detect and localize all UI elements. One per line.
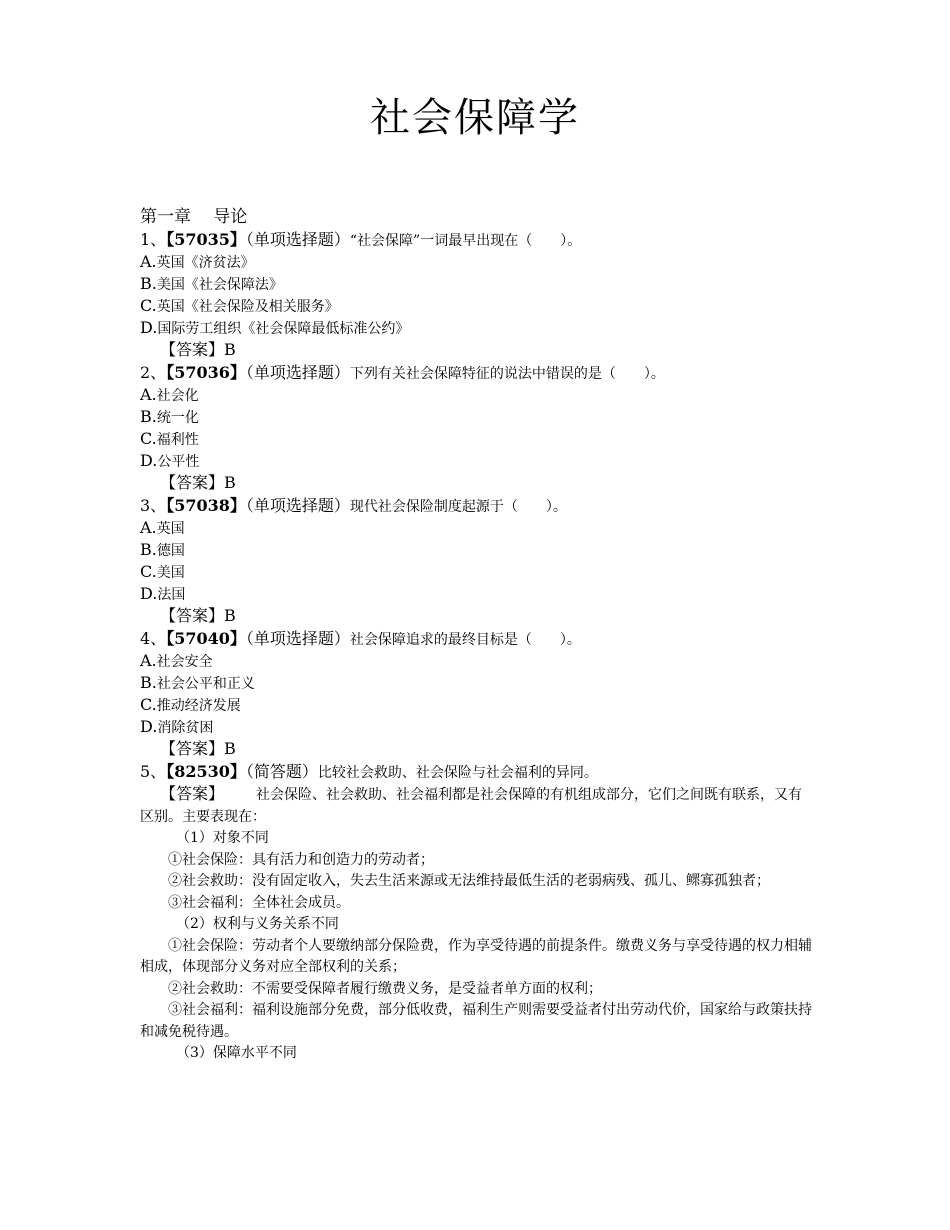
question-line <box>140 628 812 650</box>
option-text: 统一化 <box>156 410 199 426</box>
option-text: 英国《济贫法》 <box>156 255 255 271</box>
option-item <box>140 273 812 295</box>
question-text: 社会保障追求的最终目标是（ ）。 <box>349 632 581 648</box>
option-letter: A. <box>140 651 157 670</box>
answer-section-item: ①社会保险：劳动者个人要缴纳部分保险费，作为享受待遇的前提条件。缴费义务与享受待遇的权力相辅相成，体现部分义务对应全部权利的关系； <box>140 937 812 975</box>
question-type: （单项选择题） <box>245 230 350 249</box>
question-number: 1、 <box>140 230 167 249</box>
option-item <box>140 561 812 583</box>
question-number: 2、 <box>140 363 167 382</box>
answer-section-item: ③社会福利：全体社会成员。 <box>168 894 350 911</box>
option-item <box>140 650 812 672</box>
answer-section-item: ①社会保险：具有活力和创造力的劳动者； <box>168 851 434 868</box>
answer-section-heading: （1）对象不同 <box>176 830 269 846</box>
option-letter: D. <box>140 584 158 603</box>
question-id: 【57035】 <box>166 230 246 249</box>
question-number: 3、 <box>140 496 167 515</box>
option-item <box>140 672 812 694</box>
option-text: 国际劳工组织《社会保障最低标准公约》 <box>157 321 410 337</box>
question-text: 比较社会救助、社会保险与社会福利的异同。 <box>317 765 598 781</box>
option-item <box>140 694 812 716</box>
option-item <box>140 251 812 273</box>
answer-line: 【答案】B <box>160 340 236 359</box>
question-list <box>140 229 812 761</box>
answer-section-heading: （3）保障水平不同 <box>176 1045 297 1061</box>
question-line <box>140 495 812 517</box>
option-text: 英国 <box>156 521 185 537</box>
question-type: （单项选择题） <box>245 363 350 382</box>
answer-section-item: ③社会福利：福利设施部分免费，部分低收费，福利生产则需要受益者付出劳动代价，国家给与政策扶持和减免税待遇。 <box>140 1002 812 1040</box>
option-letter: C. <box>140 429 157 448</box>
answer-line: 【答案】B <box>160 739 236 758</box>
option-item <box>140 517 812 539</box>
option-letter: A. <box>140 385 157 404</box>
option-item <box>140 539 812 561</box>
option-item <box>140 428 812 450</box>
option-text: 推动经济发展 <box>156 698 241 714</box>
option-letter: B. <box>140 540 157 559</box>
question-type: （单项选择题） <box>245 496 350 515</box>
option-letter: B. <box>140 673 157 692</box>
answer-label: 【答案】 <box>160 784 225 803</box>
question-text: 现代社会保险制度起源于（ ）。 <box>349 499 567 515</box>
answer-line: 【答案】B <box>160 606 236 625</box>
option-letter: A. <box>140 252 157 271</box>
option-letter: C. <box>140 296 157 315</box>
question-number: 4、 <box>140 629 167 648</box>
option-text: 社会安全 <box>156 654 213 670</box>
question-id: 【57038】 <box>166 496 246 515</box>
option-item <box>140 406 812 428</box>
option-letter: B. <box>140 274 157 293</box>
option-item <box>140 450 812 472</box>
option-item <box>140 317 812 339</box>
question-line <box>140 761 812 783</box>
option-letter: D. <box>140 318 158 337</box>
option-text: 消除贫困 <box>157 720 214 736</box>
question-type: （单项选择题） <box>245 629 350 648</box>
option-letter: C. <box>140 695 157 714</box>
question-line <box>140 229 812 251</box>
option-item <box>140 295 812 317</box>
option-text: 福利性 <box>156 432 199 448</box>
answer-section-item: ②社会救助：不需要受保障者履行缴费义务，是受益者单方面的权利； <box>168 980 602 997</box>
option-item <box>140 384 812 406</box>
document-content <box>140 205 812 1065</box>
question-1 <box>140 229 812 362</box>
question-3 <box>140 495 812 628</box>
option-text: 英国《社会保险及相关服务》 <box>156 299 339 315</box>
option-letter: D. <box>140 451 158 470</box>
question-5 <box>140 761 812 1065</box>
question-id: 【82530】 <box>166 762 246 781</box>
question-text: “社会保障”一词最早出现在（ ）。 <box>349 233 582 249</box>
option-letter: D. <box>140 717 158 736</box>
answer-intro <box>140 783 812 828</box>
chapter-heading: 第一章 导论 <box>140 207 248 227</box>
option-item <box>140 716 812 738</box>
question-text: 下列有关社会保障特征的说法中错误的是（ ）。 <box>349 366 665 382</box>
option-text: 公平性 <box>157 454 200 470</box>
answer-section-item: ②社会救助：没有固定收入，失去生活来源或无法维持最低生活的老弱病残、孤儿、鳏寡孤独者； <box>168 873 770 889</box>
option-text: 社会公平和正义 <box>156 676 255 692</box>
question-id: 【57040】 <box>166 629 246 648</box>
answer-line: 【答案】B <box>160 473 236 492</box>
question-line <box>140 362 812 384</box>
answer-intro-text: 社会保险、社会救助、社会福利都是社会保障的有机组成部分，它们之间既有联系，又有区别。主要表现在： <box>140 787 803 825</box>
option-letter: A. <box>140 518 157 537</box>
question-number: 5、 <box>140 762 167 781</box>
option-text: 美国 <box>156 565 185 581</box>
option-letter: B. <box>140 407 157 426</box>
option-text: 德国 <box>156 543 185 559</box>
question-type: （简答题） <box>245 762 318 781</box>
option-text: 社会化 <box>156 388 199 404</box>
option-item <box>140 583 812 605</box>
question-id: 【57036】 <box>166 363 246 382</box>
answer-section-heading: （2）权利与义务关系不同 <box>176 916 339 932</box>
question-2 <box>140 362 812 495</box>
option-text: 美国《社会保障法》 <box>156 277 283 293</box>
answer-sections <box>140 828 812 1065</box>
question-4 <box>140 628 812 761</box>
option-letter: C. <box>140 562 157 581</box>
document-title: 社会保障学 <box>370 95 580 141</box>
option-text: 法国 <box>157 587 186 603</box>
